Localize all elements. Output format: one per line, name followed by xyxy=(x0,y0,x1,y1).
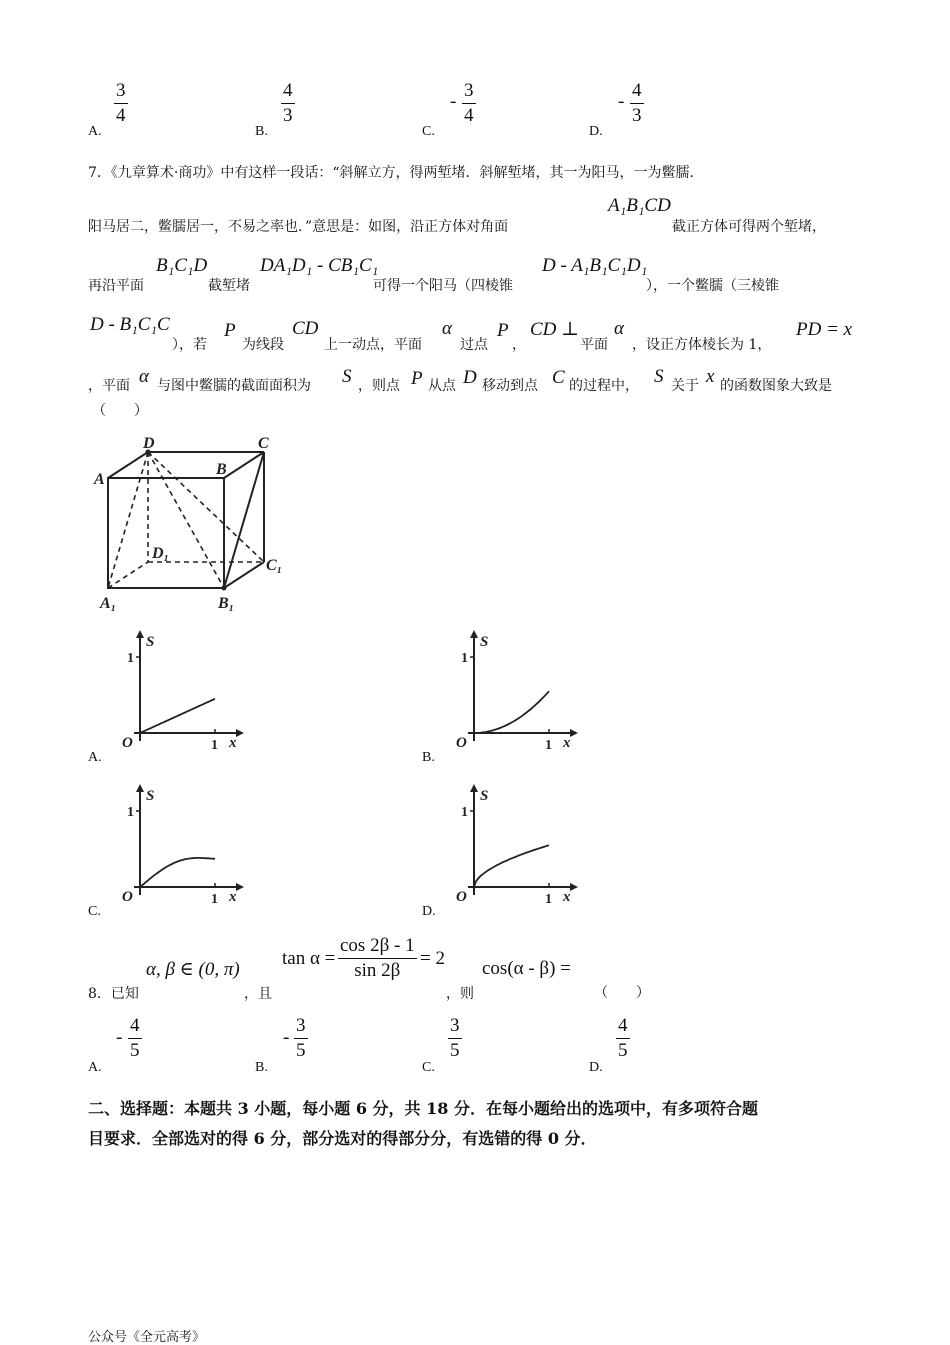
s-label: S xyxy=(146,788,155,804)
q8-option-d-letter: D. xyxy=(589,1060,603,1075)
section2-line-1: 二、选择题：本题共 3 小题，每小题 6 分，共 18 分．在每小题给出的选项中，有多项符合题 xyxy=(88,1099,758,1118)
q7-graph-letter-b: B. xyxy=(422,750,435,765)
q6-option-d-sign: - xyxy=(618,91,625,112)
q8-option-b-letter: B. xyxy=(255,1060,268,1075)
q7-graph-letter-a: A. xyxy=(88,750,102,765)
q7-point-c: C xyxy=(552,367,565,388)
s-label: S xyxy=(480,634,489,650)
graph-a xyxy=(112,628,252,753)
q8-option-b-sign: - xyxy=(283,1027,290,1048)
q6-option-d-fraction: 4 3 xyxy=(632,80,642,126)
cube-label-c1: C₁ xyxy=(266,557,283,574)
q7-tetra-expr: D - B₁C₁C xyxy=(90,314,170,335)
x-axis-arrow xyxy=(236,883,244,891)
q7-line-5e: 移动到点 xyxy=(482,378,538,394)
q6-option-a-letter: A. xyxy=(88,124,102,139)
q6-option-b-fraction: 4 3 xyxy=(283,80,293,126)
q8-option-c-letter: C. xyxy=(422,1060,435,1075)
q8-tan-fraction: cos 2β - 1 sin 2β xyxy=(340,935,415,981)
q6-option-a-fraction: 3 4 xyxy=(116,80,126,126)
q7-line-5b: 与图中鳖臑的截面面积为 xyxy=(157,378,311,394)
q8-option-b-fraction: 3 5 xyxy=(296,1015,306,1061)
cube-figure xyxy=(90,430,290,615)
q7-line-2a: 阳马居二，鳖臑居一，不易之率也．”意思是：如图，沿正方体对角面 xyxy=(88,219,509,235)
q7-line-2b: 截正方体可得两个堑堵， xyxy=(672,219,826,235)
q6-option-b-letter: B. xyxy=(255,124,268,139)
q7-graph-letter-d: D. xyxy=(422,904,436,919)
q7-area-s-2: S xyxy=(654,366,664,387)
q7-segment-cd: CD xyxy=(292,318,319,339)
q8-cos-expr: cos(α - β) = xyxy=(482,958,571,979)
q8-tan-lhs: tan α = xyxy=(282,948,336,969)
q7-point-p: P xyxy=(224,320,236,341)
y-one-label: 1 xyxy=(461,805,468,820)
q7-line-5a: ，平面 xyxy=(88,378,130,394)
q7-line-5g: 关于 xyxy=(671,378,699,394)
q8-and: ，且 xyxy=(244,986,272,1002)
x-label: x xyxy=(563,735,571,751)
q7-alpha-3: α xyxy=(139,366,149,387)
x-one-label: 1 xyxy=(211,738,218,753)
q7-line-4g: ，设正方体棱长为 1， xyxy=(632,337,772,353)
q7-line-5h: 的函数图象大致是 xyxy=(720,378,832,394)
cube-label-c: C xyxy=(258,435,269,452)
x-one-label: 1 xyxy=(211,892,218,907)
q7-cd-perp: CD ⊥ xyxy=(530,319,580,340)
cube-label-d: D xyxy=(143,435,155,452)
q7-point-p-3: P xyxy=(411,368,423,389)
q7-line-4f: 平面 xyxy=(580,337,608,353)
x-axis-arrow xyxy=(236,729,244,737)
q7-line-3a: 再沿平面 xyxy=(88,278,144,294)
q7-line-5f: 的过程中， xyxy=(569,378,639,394)
origin-label: O xyxy=(122,735,133,751)
y-one-label: 1 xyxy=(127,651,134,666)
q8-prefix: 8．已知 xyxy=(88,986,139,1002)
y-axis-arrow xyxy=(470,784,478,792)
q7-pd-eq-x: PD = x xyxy=(796,319,853,340)
cube-label-a: A xyxy=(94,471,105,488)
q7-line-1: 7．《九章算术·商功》中有这样一段话：“斜解立方，得两堑堵．斜解堑堵，其一为阳马，一为鳖臑． xyxy=(88,165,704,181)
q8-condition-range: α, β ∈ (0, π) xyxy=(146,959,240,980)
q7-var-x: x xyxy=(706,366,715,387)
cube-label-b: B xyxy=(216,461,227,478)
y-axis-arrow xyxy=(470,630,478,638)
origin-label: O xyxy=(456,889,467,905)
q8-answer-paren: （ ） xyxy=(594,985,650,1001)
y-axis-arrow xyxy=(136,784,144,792)
graph-curve xyxy=(474,845,549,887)
x-one-label: 1 xyxy=(545,892,552,907)
q7-area-s: S xyxy=(342,366,352,387)
x-label: x xyxy=(563,889,571,905)
s-label: S xyxy=(146,634,155,650)
cube-label-d1: D₁ xyxy=(152,545,170,562)
q8-option-a-sign: - xyxy=(116,1027,123,1048)
q7-pyramid-expr: D - A₁B₁C₁D₁ xyxy=(542,255,648,276)
y-one-label: 1 xyxy=(127,805,134,820)
section2-line-2: 目要求．全部选对的得 6 分，部分选对的得部分分，有选错的得 0 分． xyxy=(88,1129,597,1148)
q7-point-d: D xyxy=(463,367,477,388)
q8-option-a-letter: A. xyxy=(88,1060,102,1075)
q7-line-4a: ），若 xyxy=(172,337,207,353)
graph-c xyxy=(112,782,252,907)
q6-option-c-fraction: 3 4 xyxy=(464,80,474,126)
q7-line-5c: ，则点 xyxy=(358,378,400,394)
q7-graph-letter-c: C. xyxy=(88,904,101,919)
x-label: x xyxy=(229,735,237,751)
q8-option-a-fraction: 4 5 xyxy=(130,1015,140,1061)
x-one-label: 1 xyxy=(545,738,552,753)
q7-alpha-1: α xyxy=(442,318,452,339)
x-label: x xyxy=(229,889,237,905)
y-axis-arrow xyxy=(136,630,144,638)
s-label: S xyxy=(480,788,489,804)
q7-alpha-2: α xyxy=(614,318,624,339)
cube-front-face xyxy=(108,478,224,588)
q8-then: ，则 xyxy=(446,986,474,1002)
graph-curve xyxy=(140,858,215,887)
y-one-label: 1 xyxy=(461,651,468,666)
q7-plane-b1c1d: B₁C₁D xyxy=(156,255,208,276)
q6-option-c-letter: C. xyxy=(422,124,435,139)
graph-curve xyxy=(140,699,215,733)
q8-tan-rhs: = 2 xyxy=(420,948,445,969)
q6-option-d-letter: D. xyxy=(589,124,603,139)
cube-label-a1: A₁ xyxy=(100,595,117,612)
q7-answer-paren: （ ） xyxy=(92,403,148,419)
q7-prism-expr: DA₁D₁ - CB₁C₁ xyxy=(260,255,379,276)
q8-option-d-fraction: 4 5 xyxy=(618,1015,628,1061)
x-axis-arrow xyxy=(570,729,578,737)
q7-line-3d: ），一个鳖臑（三棱锥 xyxy=(646,278,779,294)
x-axis-arrow xyxy=(570,883,578,891)
q8-option-c-fraction: 3 5 xyxy=(450,1015,460,1061)
q7-line-3c: 可得一个阳马（四棱锥 xyxy=(373,278,513,294)
graph-b xyxy=(446,628,586,753)
q6-option-c-sign: - xyxy=(450,91,457,112)
q7-line-4e: ， xyxy=(512,337,526,353)
origin-label: O xyxy=(122,889,133,905)
q7-line-5d: 从点 xyxy=(428,378,456,394)
cube-label-b1: B₁ xyxy=(218,595,235,612)
q7-plane-a1b1cd: A₁B₁CD xyxy=(608,195,671,216)
q7-line-4b: 为线段 xyxy=(242,337,284,353)
q7-line-3b: 截堑堵 xyxy=(208,278,250,294)
footer-source: 公众号《全元高考》 xyxy=(88,1330,206,1345)
q7-line-4c: 上一动点，平面 xyxy=(324,337,422,353)
graph-curve xyxy=(474,691,549,733)
q7-line-4d: 过点 xyxy=(460,337,488,353)
q7-point-p-2: P xyxy=(497,320,509,341)
graph-d xyxy=(446,782,586,907)
origin-label: O xyxy=(456,735,467,751)
